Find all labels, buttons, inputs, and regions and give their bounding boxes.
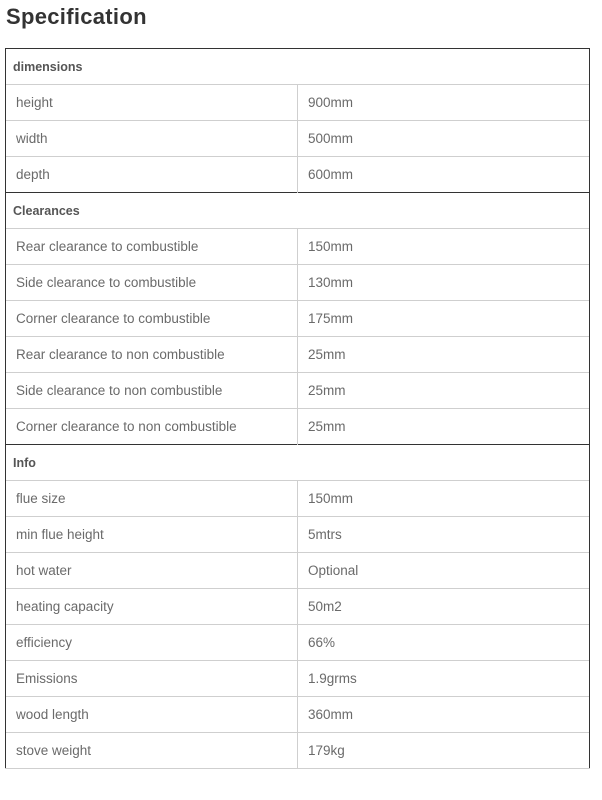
table-row bbox=[6, 661, 590, 697]
table-row bbox=[6, 121, 590, 157]
specification-table bbox=[5, 48, 590, 769]
section-title: Clearances bbox=[6, 193, 590, 229]
table-row bbox=[6, 625, 590, 661]
table-row bbox=[6, 409, 590, 445]
table-row bbox=[6, 229, 590, 265]
spec-value: 1.9grms bbox=[298, 661, 590, 697]
table-row bbox=[6, 301, 590, 337]
table-row bbox=[6, 733, 590, 769]
spec-value: 5mtrs bbox=[298, 517, 590, 553]
spec-value: 175mm bbox=[298, 301, 590, 337]
spec-label: depth bbox=[6, 157, 298, 193]
spec-value: Optional bbox=[298, 553, 590, 589]
spec-value: 25mm bbox=[298, 409, 590, 445]
spec-value: 25mm bbox=[298, 337, 590, 373]
table-row bbox=[6, 697, 590, 733]
spec-value: 900mm bbox=[298, 85, 590, 121]
spec-value: 500mm bbox=[298, 121, 590, 157]
spec-value: 50m2 bbox=[298, 589, 590, 625]
section-header-clearances bbox=[6, 193, 590, 229]
spec-value: 179kg bbox=[298, 733, 590, 769]
section-header-dimensions bbox=[6, 49, 590, 85]
spec-label: Side clearance to non combustible bbox=[6, 373, 298, 409]
spec-value: 600mm bbox=[298, 157, 590, 193]
spec-label: heating capacity bbox=[6, 589, 298, 625]
spec-label: Emissions bbox=[6, 661, 298, 697]
spec-value: 66% bbox=[298, 625, 590, 661]
spec-label: flue size bbox=[6, 481, 298, 517]
spec-value: 150mm bbox=[298, 481, 590, 517]
page-title: Specification bbox=[6, 4, 147, 29]
section-title: dimensions bbox=[6, 49, 590, 85]
section-title: Info bbox=[6, 445, 590, 481]
spec-value: 25mm bbox=[298, 373, 590, 409]
spec-label: hot water bbox=[6, 553, 298, 589]
table-row bbox=[6, 553, 590, 589]
spec-label: Side clearance to combustible bbox=[6, 265, 298, 301]
spec-label: width bbox=[6, 121, 298, 157]
table-row bbox=[6, 373, 590, 409]
spec-label: Corner clearance to non combustible bbox=[6, 409, 298, 445]
spec-label: Corner clearance to combustible bbox=[6, 301, 298, 337]
spec-value: 130mm bbox=[298, 265, 590, 301]
spec-label: wood length bbox=[6, 697, 298, 733]
table-row bbox=[6, 517, 590, 553]
spec-label: Rear clearance to non combustible bbox=[6, 337, 298, 373]
table-row bbox=[6, 337, 590, 373]
table-row bbox=[6, 265, 590, 301]
table-row bbox=[6, 589, 590, 625]
spec-label: stove weight bbox=[6, 733, 298, 769]
spec-label: efficiency bbox=[6, 625, 298, 661]
spec-label: height bbox=[6, 85, 298, 121]
spec-value: 360mm bbox=[298, 697, 590, 733]
spec-label: min flue height bbox=[6, 517, 298, 553]
spec-value: 150mm bbox=[298, 229, 590, 265]
table-row bbox=[6, 85, 590, 121]
table-row bbox=[6, 157, 590, 193]
section-header-info bbox=[6, 445, 590, 481]
spec-label: Rear clearance to combustible bbox=[6, 229, 298, 265]
table-row bbox=[6, 481, 590, 517]
